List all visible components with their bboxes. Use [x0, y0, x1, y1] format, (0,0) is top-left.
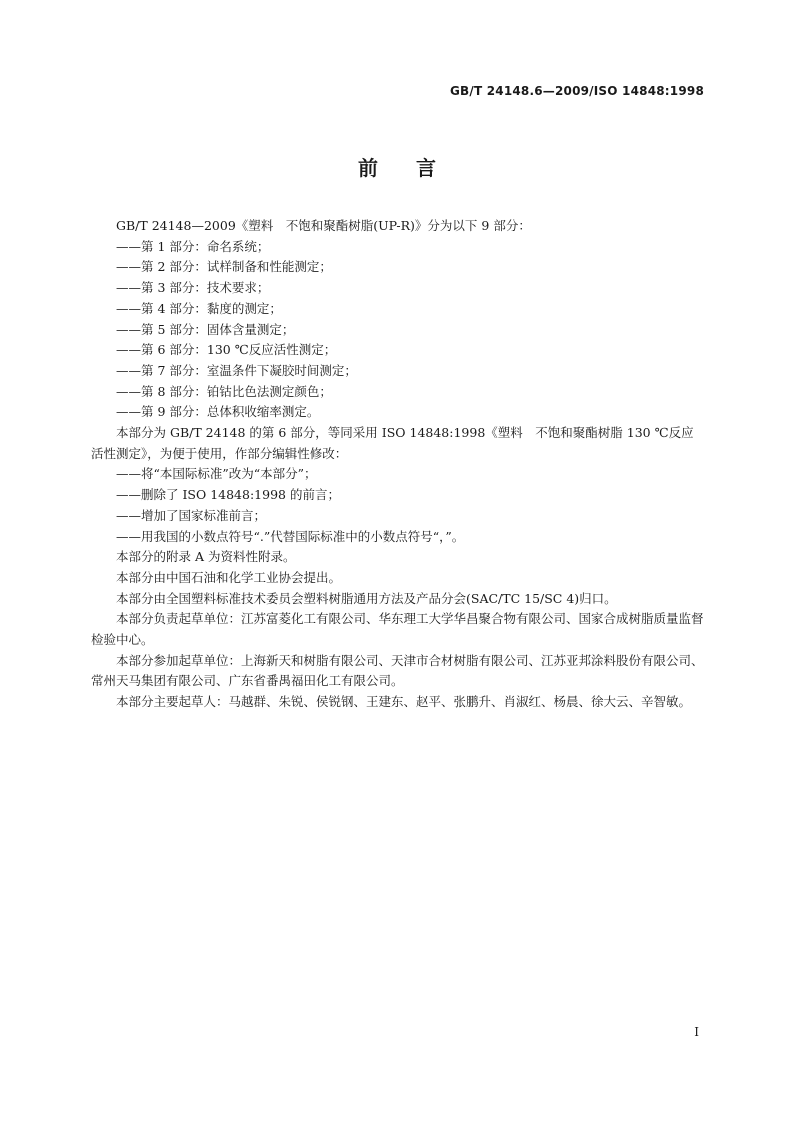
part-list-item: ——第 7 部分：室温条件下凝胶时间测定；	[116, 362, 357, 378]
foreword-body	[91, 216, 705, 713]
part-list-item: ——第 3 部分：技术要求；	[116, 280, 270, 296]
part-list-item: ——第 2 部分：试样制备和性能测定；	[116, 259, 332, 275]
page-number: I	[694, 1025, 699, 1039]
part-list-item: ——第 9 部分：总体积收缩率测定。	[116, 404, 320, 420]
intro-paragraph: GB/T 24148—2009《塑料 不饱和聚酯树脂(UP-R)》分为以下 9 部分：	[116, 218, 531, 233]
proposed-by-paragraph: 本部分由中国石油和化学工业协会提出。	[116, 569, 342, 585]
part-list-item: ——第 6 部分：130 ℃反应活性测定；	[116, 342, 337, 358]
change-list-item: ——用我国的小数点符号“.”代替国际标准中的小数点符号“，”。	[116, 528, 465, 544]
participating-units-paragraph: 本部分参加起草单位：上海新天和树脂有限公司、天津市合材树脂有限公司、江苏亚邦涂料股份有限公司、常州天马集团有限公司、广东省番禺福田化工有限公司。	[91, 652, 704, 689]
standard-code-header: GB/T 24148.6—2009/ISO 14848:1998	[449, 84, 704, 98]
page-title: 前言	[358, 156, 474, 180]
drafters-paragraph: 本部分主要起草人：马越群、朱锐、侯锐钢、王建东、赵平、张鹏升、肖淑红、杨晨、徐大云、辛智敏。	[116, 694, 692, 710]
part-list-item: ——第 1 部分：命名系统；	[116, 238, 270, 254]
change-list-item: ——删除了 ISO 14848:1998 的前言；	[116, 487, 340, 503]
change-list-item: ——增加了国家标准前言；	[116, 507, 267, 523]
equivalence-paragraph: 本部分为 GB/T 24148 的第 6 部分，等同采用 ISO 14848:1998《塑料 不饱和聚酯树脂 130 ℃反应活性测定》，为便于使用，作部分编辑性修改：	[91, 425, 694, 461]
responsible-units-paragraph: 本部分负责起草单位：江苏富菱化工有限公司、华东理工大学华昌聚合物有限公司、国家合成树脂质量监督检验中心。	[91, 611, 704, 648]
part-list-item: ——第 4 部分：黏度的测定；	[116, 300, 282, 316]
part-list-item: ——第 8 部分：铂钴比色法测定颜色；	[116, 383, 332, 399]
change-list-item: ——将“本国际标准”改为“本部分”；	[116, 466, 317, 482]
part-list-item: ——第 5 部分：固体含量测定；	[116, 321, 295, 337]
jurisdiction-paragraph: 本部分由全国塑料标准技术委员会塑料树脂通用方法及产品分会(SAC/TC 15/SC 4)归口。	[116, 590, 617, 606]
annex-paragraph: 本部分的附录 A 为资料性附录。	[116, 549, 296, 565]
